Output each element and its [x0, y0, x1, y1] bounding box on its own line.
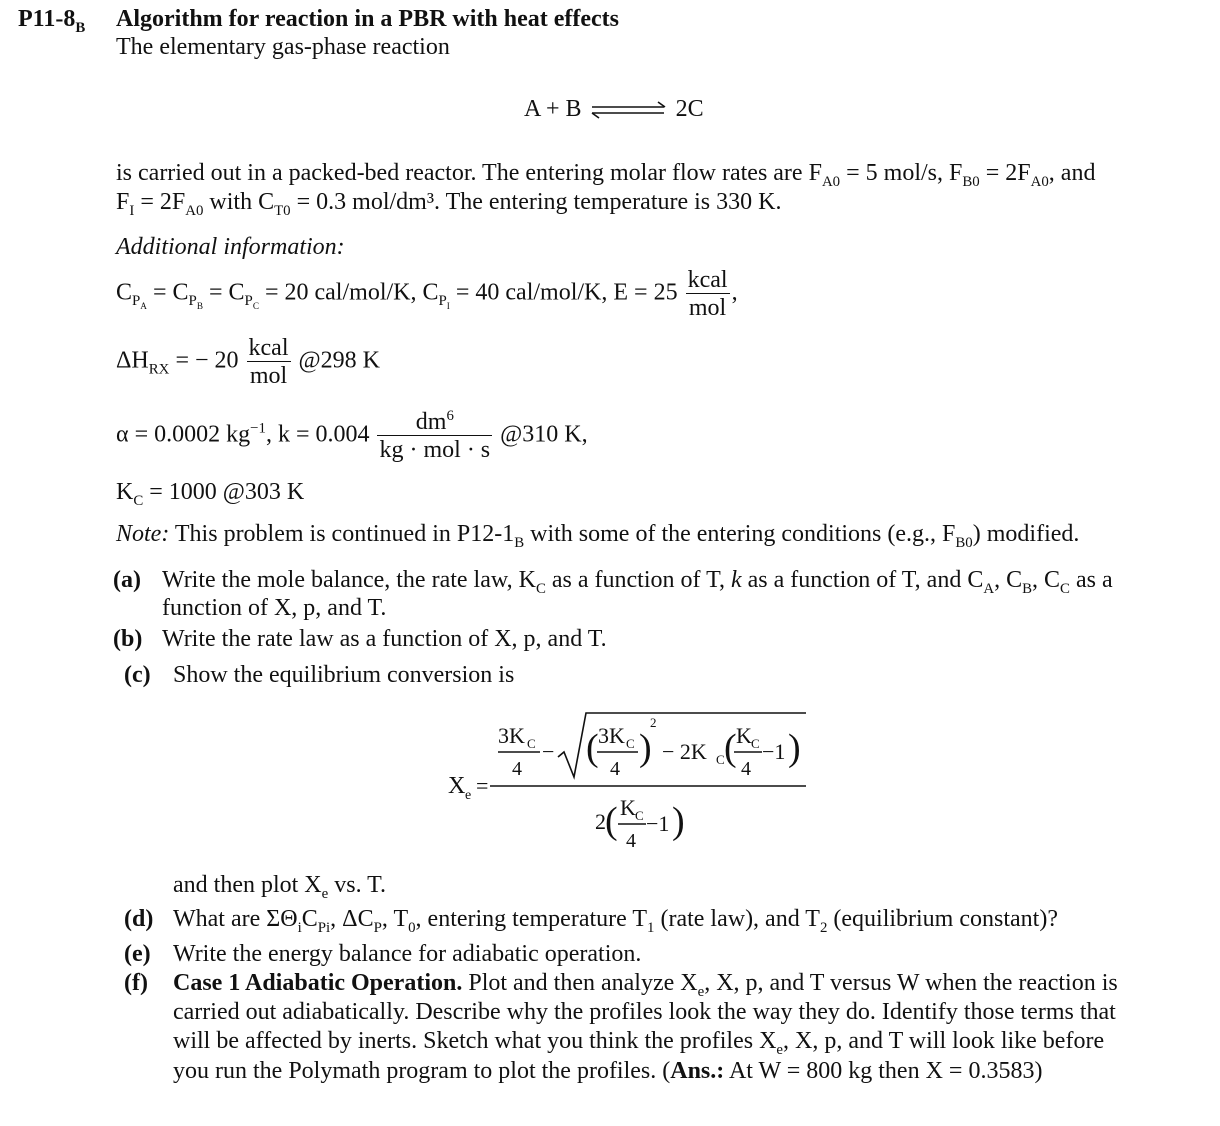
reaction-reactants: A + B [524, 96, 582, 122]
svg-text:(: ( [586, 727, 599, 769]
svg-text:4: 4 [626, 830, 636, 852]
svg-text:): ) [788, 727, 801, 769]
heat-capacity-line: $C_{P_A} = C_{P_B} = C_{P_C} = 20$ cal/mol/K, $C_{P_I} = 40$ cal/mol/K, E = 25 $\frac{\text{kcal}}{\text{mol}}$ , [116, 267, 738, 321]
part-f-line-4: you run the Polymath program to plot the profiles. (Ans.: At W = 800 kg then X = 0.3583) [173, 1058, 1043, 1084]
part-a-line-2: function of X, p, and T. [162, 595, 387, 621]
formula-minus-2kc: − 2K [662, 739, 707, 764]
part-e-label: (e) [124, 941, 151, 967]
reaction-products: 2C [675, 96, 704, 122]
equilibrium-arrow-icon [588, 99, 670, 121]
intro-line-2: $F_I = 2F_{A0}$ with $C_{T0} = 0.3$ mol/dm³. The entering temperature is 330 K. [116, 189, 782, 219]
svg-text:C: C [626, 736, 635, 751]
activation-energy-units: $\frac{\text{kcal}}{\text{mol}}$ [687, 267, 728, 321]
problem-title: Algorithm for reaction in a PBR with heat effects [116, 6, 620, 32]
svg-text:C: C [716, 752, 725, 767]
formula-lhs-sub: e [465, 788, 472, 803]
part-c-text: Show the equilibrium conversion is [173, 662, 515, 688]
part-d-text: What are $\Sigma\Theta_iC_{Pi}$, $\Delta C_P$, $T_0$, entering temperature $T_1$ (rate law), and $T_2$ (equilibrium constant)? [173, 906, 1058, 936]
svg-text:C: C [527, 736, 536, 751]
svg-text:(: ( [724, 727, 737, 769]
problem-subtitle: The elementary gas-phase reaction [116, 34, 450, 60]
heat-of-reaction-line: $\Delta H_{RX}$ = − 20 $\frac{\text{kcal}}{\text{mol}}$ @298 K [116, 335, 380, 389]
formula-3kc: 3K [498, 723, 525, 748]
formula-lhs: X [448, 773, 466, 799]
svg-text:K: K [620, 795, 636, 820]
problem-number: $P11-8_B$ [18, 6, 86, 36]
part-c-after: and then plot $X_e$ vs. T. [173, 872, 387, 902]
formula-denominator-2: 2 [595, 809, 606, 834]
part-d-label: (d) [124, 906, 154, 932]
svg-text:4: 4 [741, 758, 751, 780]
svg-text:C: C [751, 736, 760, 751]
part-a-line-1: Write the mole balance, the rate law, $K_C$ as a function of T, k as a function of T, and $C_A$, $C_B$, $C_C$ as a [162, 567, 1113, 597]
additional-info-label: Additional information: [116, 234, 345, 260]
svg-text:3K: 3K [598, 723, 625, 748]
svg-text:−1: −1 [762, 739, 786, 764]
svg-text:−1: −1 [646, 811, 670, 836]
heat-of-reaction-units: $\frac{\text{kcal}}{\text{mol}}$ [248, 335, 289, 389]
svg-text:4: 4 [610, 758, 620, 780]
svg-text:=: = [476, 773, 489, 798]
svg-text:(: ( [605, 800, 618, 842]
alpha-k-line: α = 0.0002 $kg^{-1}$, k = 0.004 $\frac{dm^6}{\text{kg · mol · s}}$ @310 K, [116, 408, 588, 463]
equilibrium-conversion-formula [440, 705, 820, 855]
part-e-text: Write the energy balance for adiabatic operation. [173, 941, 642, 967]
reaction-equation [524, 96, 704, 123]
intro-line-1: is carried out in a packed-bed reactor. The entering molar flow rates are $F_{A0} = 5$ mol/s, $F_{B0} = 2F_{A0}$, and [116, 160, 1096, 190]
svg-text:4: 4 [512, 758, 522, 780]
part-b-text: Write the rate law as a function of X, p, and T. [162, 626, 607, 652]
rate-constant-units: $\frac{dm^6}{\text{kg · mol · s}}$ [379, 408, 491, 463]
equilibrium-constant-line: $K_C = 1000$ @303 K [116, 479, 305, 509]
part-c-label: (c) [124, 662, 151, 688]
svg-text:): ) [639, 727, 652, 769]
svg-text:C: C [635, 808, 644, 823]
part-b-label: (b) [113, 626, 143, 652]
svg-text:−: − [542, 739, 555, 764]
part-f-line-2: carried out adiabatically. Describe why the profiles look the way they do. Identify those terms that [173, 999, 1116, 1025]
part-f-line-3: will be affected by inerts. Sketch what you think the profiles $X_e$, X, p, and T will look like before [173, 1028, 1105, 1058]
svg-text:K: K [736, 723, 752, 748]
svg-text:2: 2 [650, 715, 657, 730]
svg-text:): ) [672, 800, 685, 842]
part-f-line-1: Case 1 Adiabatic Operation. Plot and then analyze $X_e$, X, p, and T versus W when the reaction is [173, 970, 1118, 1000]
part-a-label: (a) [113, 567, 141, 593]
part-f-label: (f) [124, 970, 148, 996]
note-line: Note: This problem is continued in $P12-1_B$ with some of the entering conditions (e.g., $F_{B0}$) modified. [116, 521, 1080, 551]
